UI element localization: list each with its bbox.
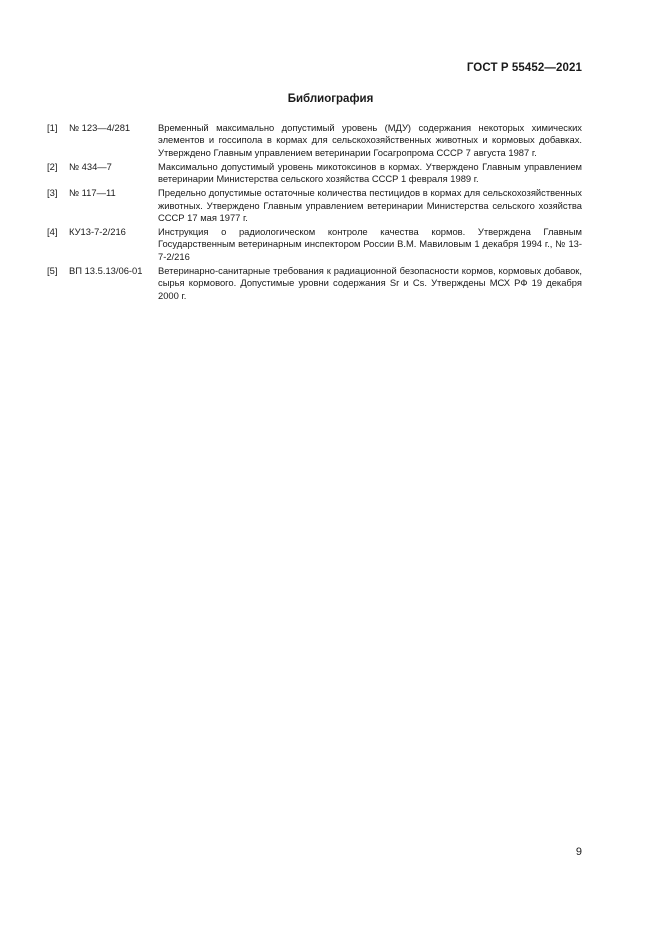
entry-number: [4]: [47, 226, 58, 238]
entry-description: Ветеринарно-санитарные требования к радиационной безопасности кормов, кормовых добавок, сырья кормового. Допустимые уровни содержания Sr и Cs. Утверждены МСХ РФ 19 декабря 2000 г.: [158, 264, 582, 301]
entry-document-code: № 117—11: [69, 187, 116, 199]
bibliography-list: [47, 122, 582, 304]
entry-document-code: КУ13-7-2/216: [69, 226, 126, 238]
entry-number: [2]: [47, 160, 58, 172]
bibliography-entry: [47, 226, 582, 263]
entry-number: [3]: [47, 187, 58, 199]
entry-description: Максимально допустимый уровень микотоксинов в кормах. Утверждено Главным управлением ветеринарии Министерства сельского хозяйства СССР 1 февраля 1989 г.: [158, 160, 582, 185]
entry-number: [5]: [47, 264, 58, 276]
entry-document-code: ВП 13.5.13/06-01: [69, 264, 143, 276]
document-code-header: ГОСТ Р 55452—2021: [466, 62, 582, 74]
bibliography-entry: [47, 122, 582, 159]
bibliography-entry: [47, 187, 582, 224]
entry-document-code: № 123—4/281: [69, 122, 131, 133]
entry-document-code: № 434—7: [69, 160, 112, 172]
bibliography-entry: [47, 161, 582, 186]
entry-description: Инструкция о радиологическом контроле качества кормов. Утверждена Главным Государственным ветеринарным инспектором России В.М. Мавиловым 1 декабря 1994 г., № 13-7-2/216: [158, 226, 582, 262]
section-title: Библиография: [287, 93, 374, 105]
entry-number: [1]: [47, 122, 58, 133]
entry-description: Временный максимально допустимый уровень (МДУ) содержания некоторых химических элементов и госсипола в кормах для сельскохозяйственных животных и кормовых добавках. Утверждено Главным управлением ветеринарии Госагропрома СССР 7 августа 1987 г.: [158, 122, 582, 158]
page-number: 9: [575, 846, 582, 858]
bibliography-entry: [47, 265, 582, 302]
entry-description: Предельно допустимые остаточные количества пестицидов в кормах для сельскохозяйственных животных. Утверждено Главным управлением ветеринарии Министерства сельского хозяйства СССР 17 мая 1977 г.: [158, 187, 582, 224]
